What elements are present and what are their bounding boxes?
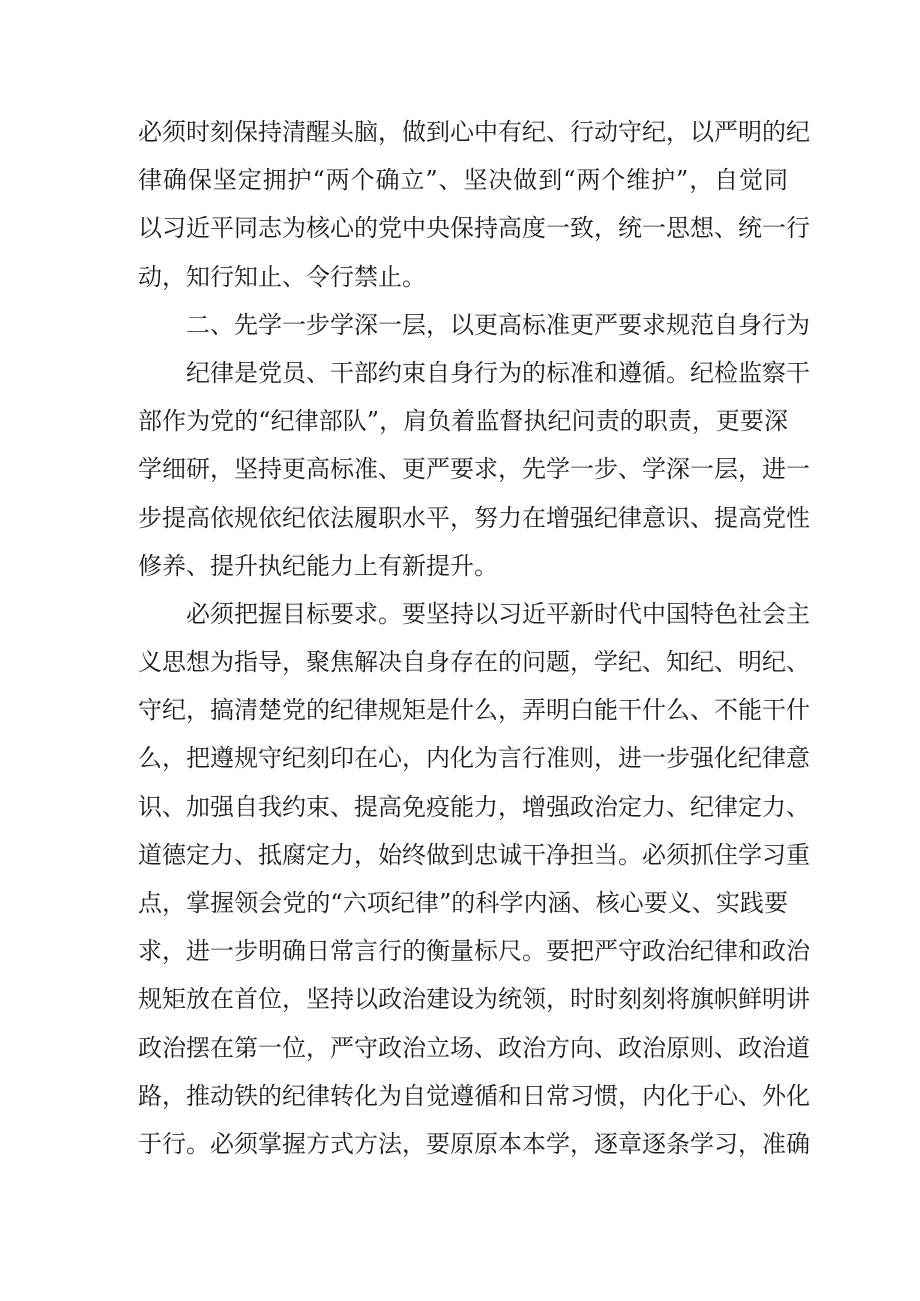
body-line: 么，把遵规守纪刻印在心，内化为言行准则，进一步强化纪律意 [138, 744, 810, 773]
body-line: 必须时刻保持清醒头脑，做到心中有纪、行动守纪，以严明的纪 [138, 118, 810, 146]
body-line: 步提高依规依纪依法履职水平，努力在增强纪律意识、提高党性 [138, 503, 810, 532]
body-line: 点，掌握领会党的“六项纪律”的科学内涵、核心要义、实践要 [138, 889, 788, 917]
body-line: 道德定力、抵腐定力，始终做到忠诚干净担当。必须抓住学习重 [138, 840, 810, 869]
section-heading: 二、先学一步学深一层，以更高标准更严要求规范自身行为 [186, 310, 810, 339]
body-line: 守纪，搞清楚党的纪律规矩是什么，弄明白能干什么、不能干什 [138, 696, 810, 725]
body-line: 修养、提升执纪能力上有新提升。 [138, 551, 498, 580]
body-line: 规矩放在首位，坚持以政治建设为统领，时时刻刻将旗帜鲜明讲 [138, 985, 810, 1014]
body-line: 识、加强自我约束、提高免疫能力，增强政治定力、纪律定力、 [138, 792, 810, 821]
body-line: 路，推动铁的纪律转化为自觉遵循和日常习惯，内化于心、外化 [138, 1081, 810, 1110]
body-line: 政治摆在第一位，严守政治立场、政治方向、政治原则、政治道 [138, 1033, 810, 1062]
document-body [138, 108, 810, 1168]
body-line: 律确保坚定拥护“两个确立”、坚决做到“两个维护”，自觉同 [138, 166, 788, 195]
body-line: 义思想为指导，聚焦解决自身存在的问题，学纪、知纪、明纪、 [138, 648, 810, 677]
body-line: 于行。必须掌握方式方法，要原原本本学，逐章逐条学习，准确 [138, 1129, 810, 1158]
body-line: 动，知行知止、令行禁止。 [138, 262, 426, 291]
body-line: 以习近平同志为核心的党中央保持高度一致，统一思想、统一行 [138, 214, 810, 243]
body-line: 学细研，坚持更高标准、更严要求，先学一步、学深一层，进一 [138, 455, 810, 484]
body-line: 纪律是党员、干部约束自身行为的标准和遵循。纪检监察干 [186, 358, 810, 387]
body-line: 求，进一步明确日常言行的衡量标尺。要把严守政治纪律和政治 [138, 937, 810, 966]
body-line: 必须把握目标要求。要坚持以习近平新时代中国特色社会主 [186, 599, 810, 628]
body-line: 部作为党的“纪律部队”，肩负着监督执纪问责的职责，更要深 [138, 407, 788, 436]
